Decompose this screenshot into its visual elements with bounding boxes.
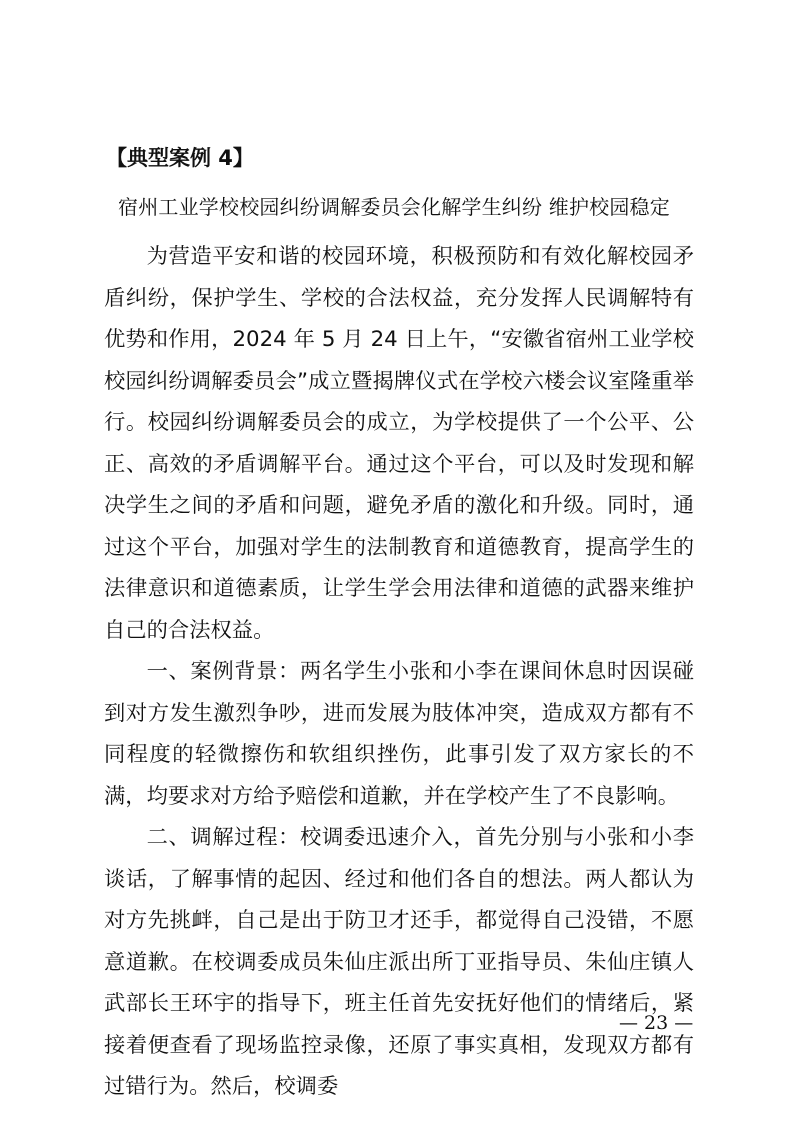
paragraph-background: 一、案例背景：两名学生小张和小李在课间休息时因误碰到对方发生激烈争吵，进而发展为肢体冲突，造成双方都有不同程度的轻微擦伤和软组织挫伤，此事引发了双方家长的不满，均要求对方给予赔偿和道歉，并在学校产生了不良影响。: [104, 659, 694, 809]
page-number: — 23 —: [619, 1012, 694, 1034]
case-title: 宿州工业学校校园纠纷调解委员会化解学生纠纷 维护校园稳定: [118, 195, 670, 219]
case-heading: 【典型案例 4】: [106, 146, 254, 170]
paragraph-mediation-process: 二、调解过程：校调委迅速介入，首先分别与小张和小李谈话，了解事情的起因、经过和他们各自的想法。两人都认为对方先挑衅，自己是出于防卫才还手，都觉得自己没错，不愿意道歉。在校调委成员朱仙庄派出所丁亚指导员、朱仙庄镇人武部长王环宇的指导下，班主任首先安抚好他们的情绪后，紧接着便查看了现场监控录像，还原了事实真相，发现双方都有过错行为。然后，校调委: [104, 825, 694, 1099]
paragraph-intro: 为营造平安和谐的校园环境，积极预防和有效化解校园矛盾纠纷，保护学生、学校的合法权益，充分发挥人民调解特有优势和作用，2024 年 5 月 24 日上午，“安徽省宿州工业学校校园纠纷调解委员会”成立暨揭牌仪式在学校六楼会议室隆重举行。校园纠纷调解委员会的成立，为学校提供了一个公平、公正、高效的矛盾调解平台。通过这个平台，可以及时发现和解决学生之间的矛盾和问题，避免矛盾的激化和升级。同时，通过这个平台，加强对学生的法制教育和道德教育，提高学生的法律意识和道德素质，让学生学会用法律和道德的武器来维护自己的合法权益。: [104, 244, 694, 643]
body-text: [104, 236, 694, 1108]
